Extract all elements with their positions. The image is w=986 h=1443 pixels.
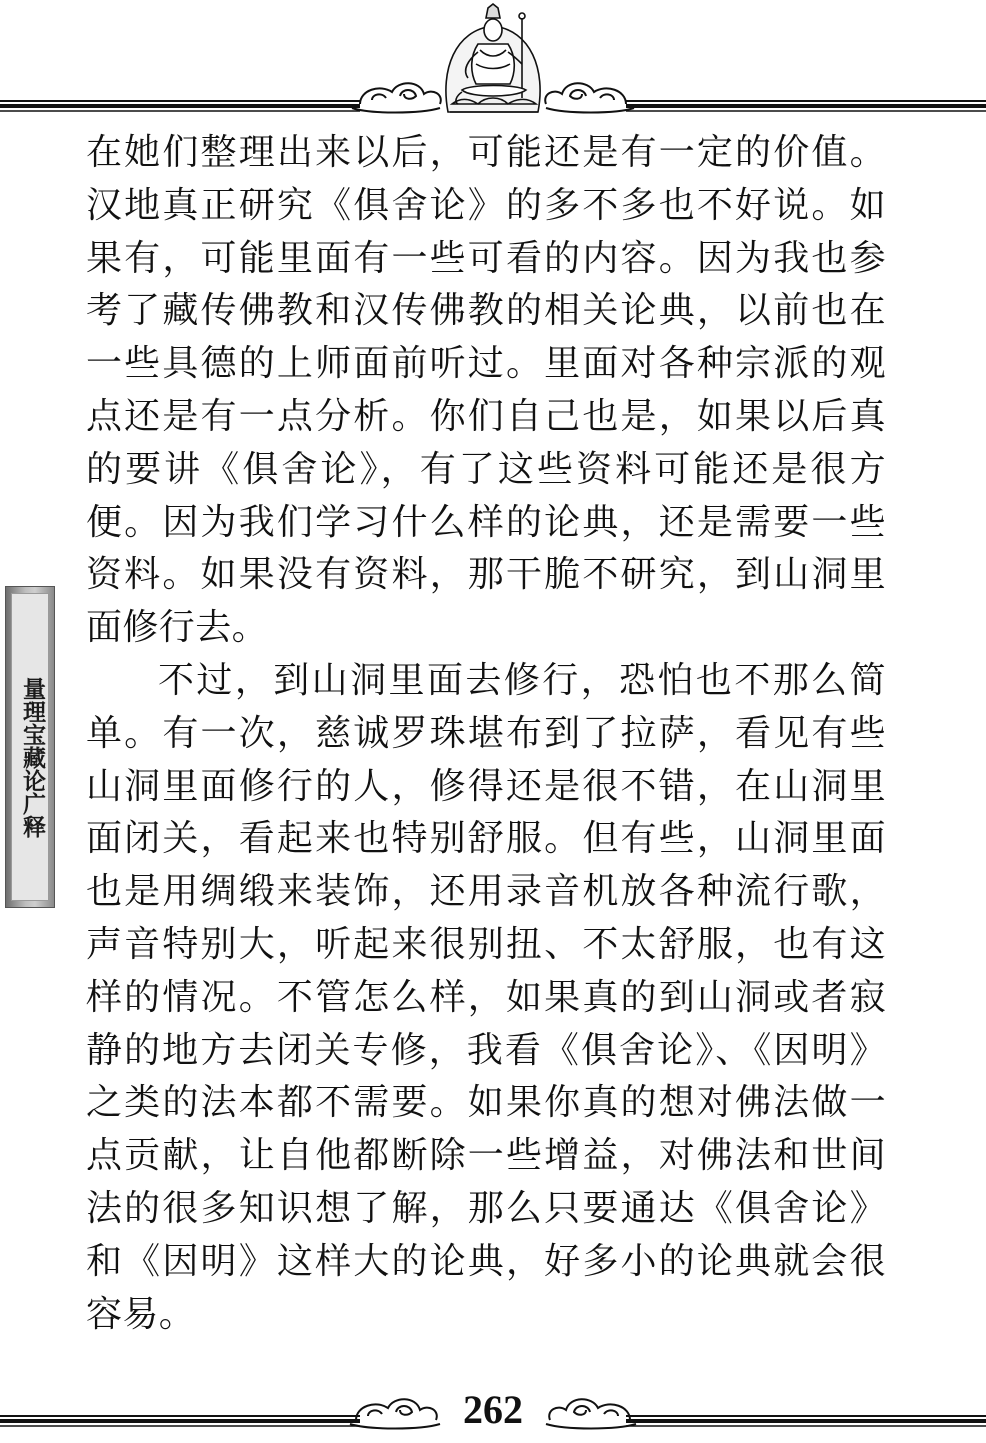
side-tab-panel: [11, 593, 49, 901]
page-header: [0, 0, 986, 122]
book-title: 量理宝藏论广释: [19, 676, 46, 838]
page-footer: [0, 1380, 986, 1443]
footer-cloud-left-icon: [350, 1399, 440, 1428]
book-title-side-tab: [5, 586, 55, 908]
footer-cloud-right-icon: [546, 1399, 636, 1428]
header-ornament: [0, 0, 986, 122]
paragraph-2: 不过，到山洞里面去修行，恐怕也不那么简单。有一次，慈诚罗珠堪布到了拉萨，看见有些山洞里面修行的人，修得还是很不错，在山洞里面闭关，看起来也特别舒服。但有些，山洞里面也是用绸缎来装饰，还用录音机放各种流行歌，声音特别大，听起来很别扭、不太舒服，也有这样的情况。不管怎么样，如果真的到山洞或者寂静的地方去闭关专修，我看《俱舍论》、《因明》之类的法本都不需要。如果你真的想对佛法做一点贡献，让自他都断除一些增益，对佛法和世间法的很多知识想了解，那么只要通达《俱舍论》和《因明》这样大的论典，好多小的论典就会很容易。: [86, 659, 886, 1335]
page-body: [86, 127, 886, 1341]
page-number: 262: [463, 1387, 523, 1432]
deity-figure-icon: [446, 4, 540, 112]
cloud-scroll-right-icon: [545, 83, 634, 112]
cloud-scroll-left-icon: [352, 83, 441, 112]
paragraph-1: 在她们整理出来以后，可能还是有一定的价值。汉地真正研究《俱舍论》的多不多也不好说。如果有，可能里面有一些可看的内容。因为我也参考了藏传佛教和汉传佛教的相关论典，以前也在一些具德的上师面前听过。里面对各种宗派的观点还是有一点分析。你们自己也是，如果以后真的要讲《俱舍论》，有了这些资料可能还是很方便。因为我们学习什么样的论典，还是需要一些资料。如果没有资料，那干脆不研究，到山洞里面修行去。: [86, 132, 886, 649]
